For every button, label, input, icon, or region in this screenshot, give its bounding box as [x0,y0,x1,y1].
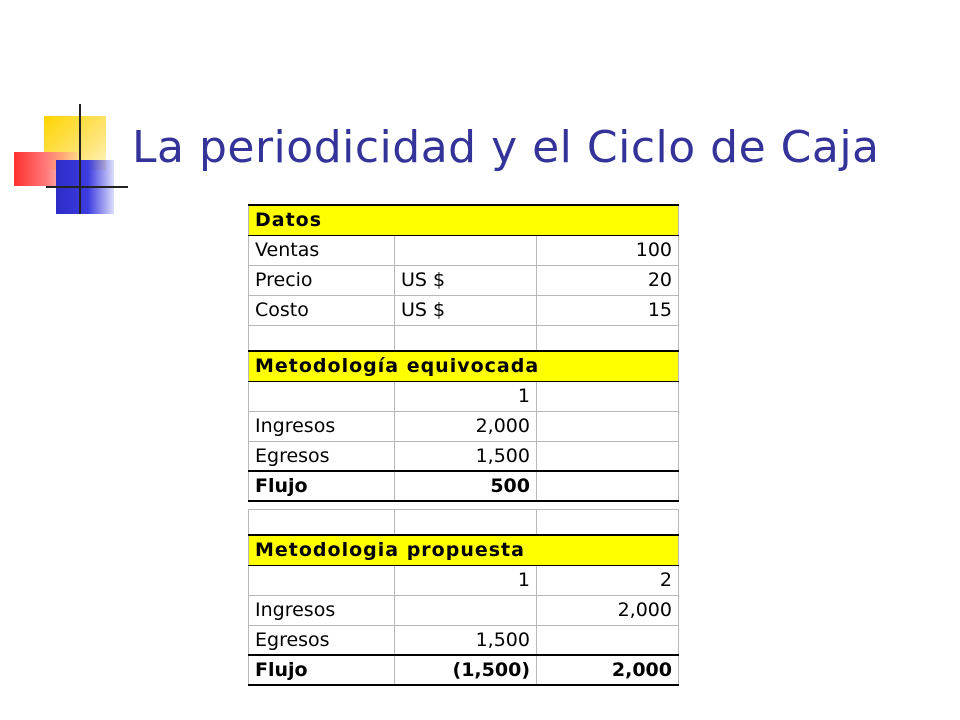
cell-ingresos-label: Ingresos [249,595,395,625]
empty-cell [395,509,537,535]
cell-costo-value: 15 [537,295,679,325]
table-row [249,471,679,501]
section-header-propuesta: Metodologia propuesta [249,535,679,565]
cell-flujo-1: 500 [395,471,537,501]
empty-cell [537,471,679,501]
logo-vertical-line [79,104,81,214]
table-row [249,535,679,565]
table-row [249,655,679,685]
cell-ventas-value: 100 [537,235,679,265]
table-row [249,235,679,265]
table-row [249,441,679,471]
cell-egresos-label: Egresos [249,441,395,471]
cell-flujo-2: 2,000 [537,655,679,685]
cell-flujo-label: Flujo [249,471,395,501]
cell-ingresos-label: Ingresos [249,411,395,441]
empty-cell [249,381,395,411]
empty-cell [537,509,679,535]
cell-egresos-1: 1,500 [395,625,537,655]
table-row [249,565,679,595]
table-row [249,501,679,509]
table-row [249,265,679,295]
section-header-datos: Datos [249,205,679,235]
empty-cell [537,411,679,441]
empty-cell [249,509,395,535]
cell-precio-value: 20 [537,265,679,295]
cell-ventas-unit [395,235,537,265]
table-row [249,509,679,535]
empty-cell [395,325,537,351]
cell-costo-label: Costo [249,295,395,325]
table-row [249,625,679,655]
cell-ventas-label: Ventas [249,235,395,265]
table-row [249,205,679,235]
cell-period-1: 1 [395,381,537,411]
cell-period-2: 2 [537,565,679,595]
cell-precio-unit: US $ [395,265,537,295]
logo-horizontal-line [46,186,128,188]
table-row [249,381,679,411]
empty-cell [395,501,537,509]
cell-ingresos-2: 2,000 [537,595,679,625]
cell-flujo-1: (1,500) [395,655,537,685]
empty-cell [537,625,679,655]
table-row [249,595,679,625]
cell-period-1: 1 [395,565,537,595]
section-header-equivocada: Metodología equivocada [249,351,679,381]
cell-costo-unit: US $ [395,295,537,325]
table-row [249,295,679,325]
empty-cell [249,565,395,595]
table-row [249,325,679,351]
cell-egresos-label: Egresos [249,625,395,655]
empty-cell [395,595,537,625]
cell-ingresos-1: 2,000 [395,411,537,441]
cell-flujo-label: Flujo [249,655,395,685]
empty-cell [249,501,395,509]
empty-cell [537,501,679,509]
spreadsheet-table [248,204,679,686]
cell-precio-label: Precio [249,265,395,295]
table-row [249,411,679,441]
empty-cell [537,441,679,471]
empty-cell [537,325,679,351]
empty-cell [537,381,679,411]
empty-cell [249,325,395,351]
slide-title: La periodicidad y el Ciclo de Caja [132,122,880,173]
table-row [249,351,679,381]
cell-egresos-1: 1,500 [395,441,537,471]
